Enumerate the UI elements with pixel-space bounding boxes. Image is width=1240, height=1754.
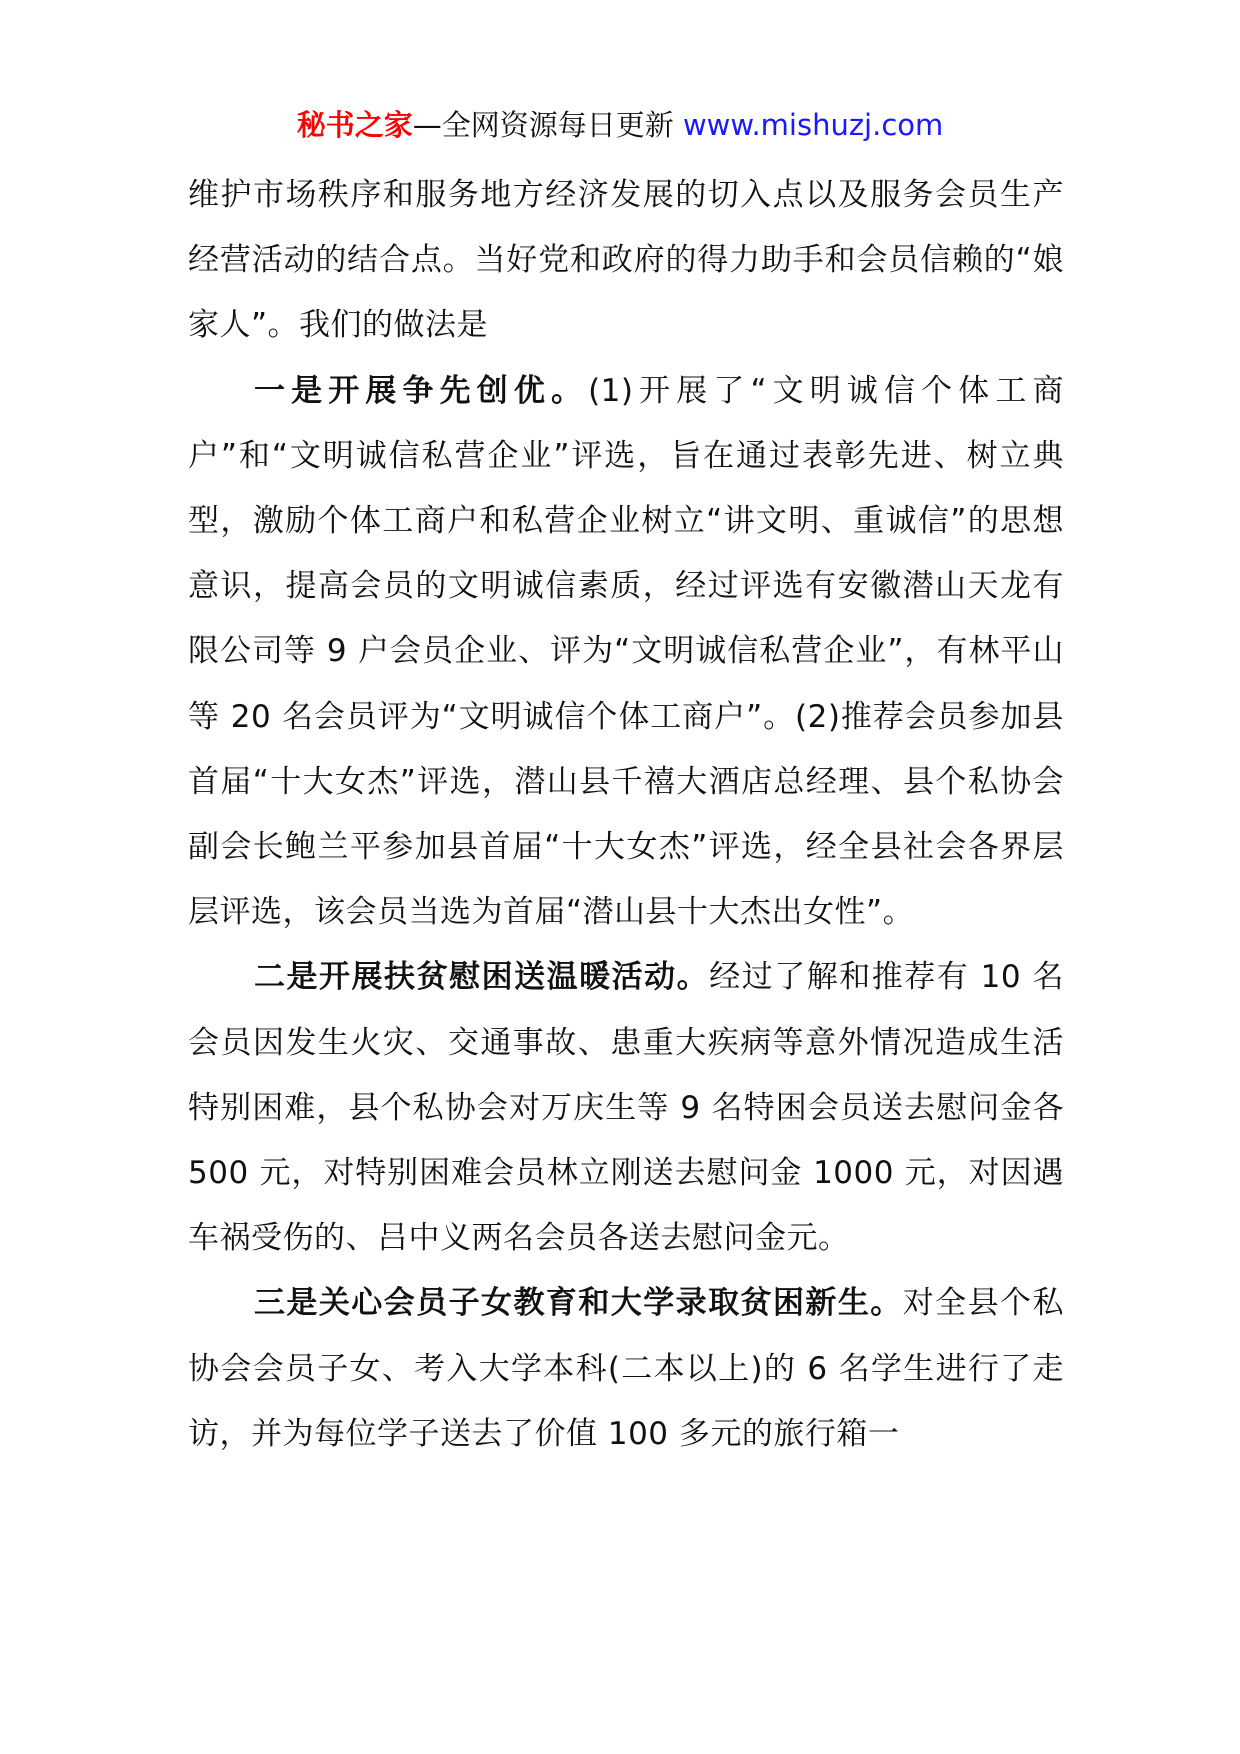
paragraph-text: 对全县个私协会会员子女、考入大学本科(二本以上)的 6 名学生进行了走访，并为每位学子送去了价值 100 多元的旅行箱一: [188, 1285, 1064, 1452]
site-header: [0, 100, 1240, 150]
brand-name: 秘书之家: [296, 108, 413, 142]
paragraph-heading: 二是开展扶贫慰困送温暖活动。: [254, 959, 710, 996]
paragraph-section-three: [188, 1271, 1064, 1467]
paragraph-text: 维护市场秩序和服务地方经济发展的切入点以及服务会员生产经营活动的结合点。当好党和政府的得力助手和会员信赖的“娘家人”。我们的做法是: [188, 177, 1064, 344]
header-tagline: —全网资源每日更新: [412, 108, 674, 142]
document-body: [188, 163, 1064, 1467]
paragraph-heading: 三是关心会员子女教育和大学录取贫困新生。: [254, 1285, 903, 1322]
paragraph-section-one: [188, 359, 1064, 946]
site-url-link[interactable]: www.mishuzj.com: [682, 108, 944, 142]
paragraph-section-two: [188, 945, 1064, 1271]
paragraph-text: (1)开展了“文明诚信个体工商户”和“文明诚信私营企业”评选，旨在通过表彰先进、树立典型，激励个体工商户和私营企业树立“讲文明、重诚信”的思想意识，提高会员的文明诚信素质，经过评选有安徽潜山天龙有限公司等 9 户会员企业、评为“文明诚信私营企业”，有林平山等 20 名会员评为“文明诚信个体工商户”。(2)推荐会员参加县首届“十大女杰”评选，潜山县千禧大酒店总经理、县个私协会副会长鲍兰平参加县首届“十大女杰”评选，经全县社会各界层层评选，该会员当选为首届“潜山县十大杰出女性”。: [188, 372, 1064, 931]
paragraph-heading: 一是开展争先创优。: [254, 372, 589, 409]
paragraph-text: 经过了解和推荐有 10 名会员因发生火灾、交通事故、患重大疾病等意外情况造成生活特别困难，县个私协会对万庆生等 9 名特困会员送去慰问金各 500 元，对特别困难会员林立刚送去慰问金 1000 元，对因遇车祸受伤的、吕中义两名会员各送去慰问金元。: [188, 959, 1064, 1257]
paragraph-continuation: [188, 163, 1064, 359]
